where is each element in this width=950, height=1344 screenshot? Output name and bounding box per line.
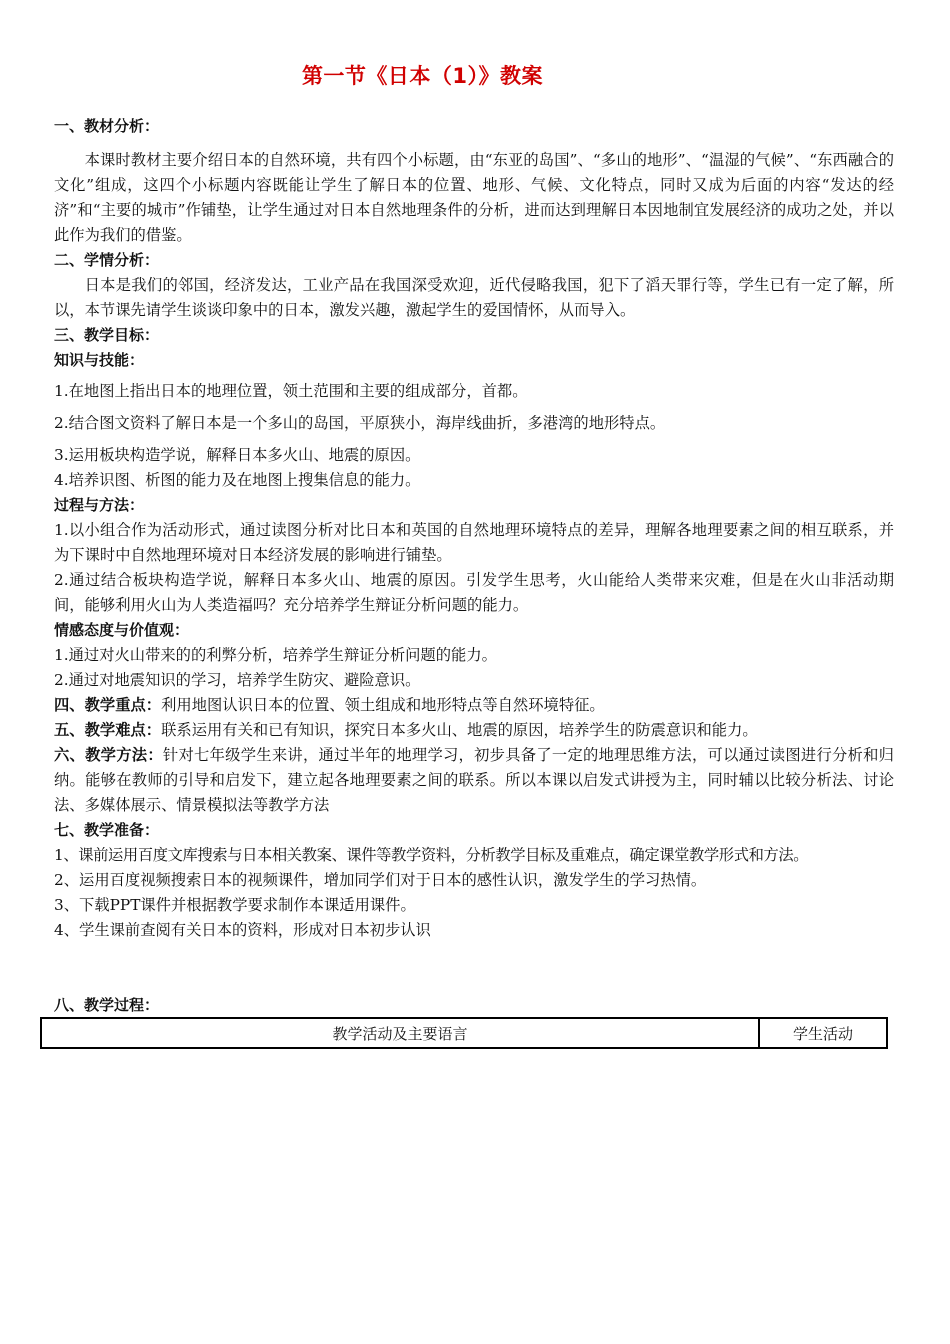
section-7-heading: 七、教学准备： [54, 821, 160, 839]
table-header-row [41, 1018, 887, 1048]
column-header-student-activities: 学生活动 [759, 1018, 887, 1048]
prep-item-4: 4、学生课前查阅有关日本的资料，形成对日本初步认识 [54, 921, 431, 939]
process-item-2: 2.通过结合板块构造学说，解释日本多火山、地震的原因。引发学生思考，火山能给人类带来灾难，但是在火山非活动期间，能够利用火山为人类造福吗？充分培养学生辩证分析问题的能力。 [54, 571, 894, 614]
section-3-heading: 三、教学目标： [54, 326, 160, 344]
knowledge-item-3: 3.运用板块构造学说，解释日本多火山、地震的原因。 [54, 446, 421, 464]
section-1-heading: 一、教材分析： [54, 117, 160, 135]
process-methods-heading: 过程与方法： [54, 496, 145, 514]
section-4-heading: 四、教学重点： [54, 696, 162, 714]
section-4 [54, 693, 894, 718]
prep-item-2: 2、运用百度视频搜索日本的视频课件，增加同学们对于日本的感性认识，激发学生的学习热情。 [54, 871, 707, 889]
section-1-paragraph: 本课时教材主要介绍日本的自然环境，共有四个小标题，由“东亚的岛国”、“多山的地形”、“温湿的气候”、“东西融合的文化”组成，这四个小标题内容既能让学生了解日本的位置、地形、气候、文化特点，同时又成为后面的内容“发达的经济”和“主要的城市”作铺垫，让学生通过对日本自然地理条件的分析，进而达到理解日本因地制宜发展经济的成功之处，并以此作为我们的借鉴。 [54, 151, 894, 244]
column-header-teaching-activities: 教学活动及主要语言 [41, 1018, 759, 1048]
section-4-text: 利用地图认识日本的位置、领土组成和地形特点等自然环境特征。 [161, 696, 605, 714]
emotion-item-1: 1.通过对火山带来的的利弊分析，培养学生辩证分析问题的能力。 [54, 646, 497, 664]
page-title: 第一节《日本（1）》教案 [301, 64, 544, 88]
prep-item-1: 1、课前运用百度文库搜索与日本相关教案、课件等教学资料，分析教学目标及重难点，确定课堂教学形式和方法。 [54, 846, 809, 864]
teaching-process-table [40, 1017, 888, 1049]
section-5-heading: 五、教学难点： [54, 721, 162, 739]
section-5-text: 联系运用有关和已有知识，探究日本多火山、地震的原因，培养学生的防震意识和能力。 [161, 721, 758, 739]
section-2-heading: 二、学情分析： [54, 251, 160, 269]
section-2-paragraph: 日本是我们的邻国，经济发达，工业产品在我国深受欢迎，近代侵略我国，犯下了滔天罪行等，学生已有一定了解，所以，本节课先请学生谈谈印象中的日本，激发兴趣，激起学生的爱国情怀，从而导入。 [54, 276, 894, 319]
emotion-values-heading: 情感态度与价值观： [54, 621, 190, 639]
knowledge-item-2: 2.结合图文资料了解日本是一个多山的岛国，平原狭小，海岸线曲折，多港湾的地形特点。 [54, 414, 666, 432]
knowledge-item-1: 1.在地图上指出日本的地理位置，领土范围和主要的组成部分，首都。 [54, 382, 528, 400]
section-5 [54, 718, 894, 743]
prep-item-3: 3、下载PPT课件并根据教学要求制作本课适用课件。 [54, 896, 416, 914]
emotion-item-2: 2.通过对地震知识的学习，培养学生防灾、避险意识。 [54, 671, 421, 689]
knowledge-skills-heading: 知识与技能： [54, 351, 145, 369]
section-6-text: 针对七年级学生来讲，通过半年的地理学习，初步具备了一定的地理思维方法，可以通过读图进行分析和归纳。能够在教师的引导和启发下，建立起各地理要素之间的联系。所以本课以启发式讲授为主，同时辅以比较分析法、讨论法、多媒体展示、情景模拟法等教学方法 [54, 746, 894, 814]
section-6-heading: 六、教学方法： [54, 746, 163, 764]
section-6 [54, 743, 894, 818]
section-8-heading: 八、教学过程： [54, 996, 160, 1014]
process-item-1: 1.以小组合作为活动形式，通过读图分析对比日本和英国的自然地理环境特点的差异，理解各地理要素之间的相互联系，并为下课时中自然地理环境对日本经济发展的影响进行铺垫。 [54, 521, 894, 564]
knowledge-item-4: 4.培养识图、析图的能力及在地图上搜集信息的能力。 [54, 471, 421, 489]
